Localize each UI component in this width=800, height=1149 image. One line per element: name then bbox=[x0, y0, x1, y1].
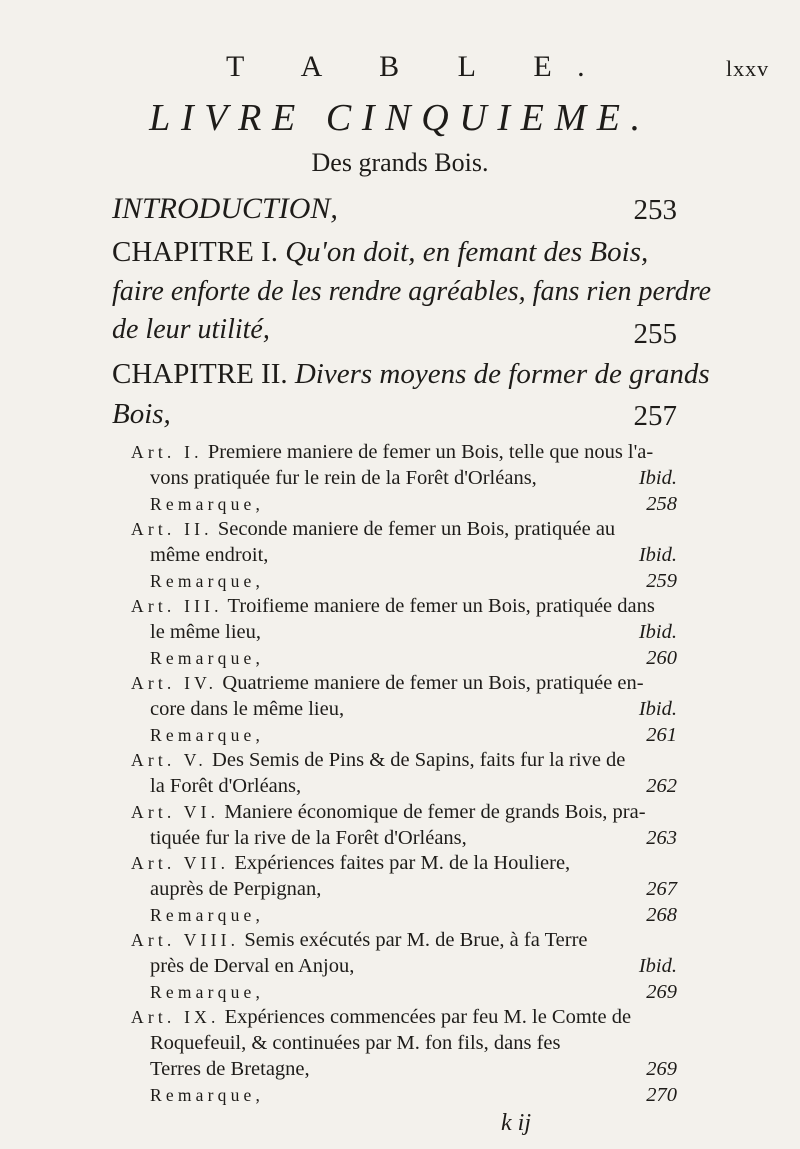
article-label: Art. V. bbox=[131, 750, 207, 770]
chapter-2-page: 257 bbox=[633, 400, 677, 432]
entry-art-3-line1 bbox=[131, 594, 655, 619]
entry-art-6-line2: tiquée fur la rive de la Forêt d'Orléans, bbox=[150, 827, 467, 849]
chapter-1-title-line3: de leur utilité, bbox=[112, 314, 270, 345]
article-label: Art. II. bbox=[131, 519, 213, 539]
introduction-title: INTRODUCTION, bbox=[112, 192, 338, 225]
entry-text: Troifieme maniere de femer un Bois, pratiquée dans bbox=[227, 595, 655, 617]
entry-text: Des Semis de Pins & de Sapins, faits fur la rive de bbox=[212, 749, 626, 771]
remarque-6: Remarque, bbox=[150, 982, 265, 1002]
entry-text: Expériences commencées par feu M. le Comte de bbox=[224, 1006, 632, 1028]
article-label: Art. VI. bbox=[131, 802, 220, 822]
chapter-1-title-line2: faire enforte de les rendre agréables, fans rien perdre bbox=[112, 276, 712, 307]
remarque-5-page: 268 bbox=[646, 904, 677, 926]
entry-art-8-line1 bbox=[131, 928, 588, 953]
entry-text: Quatrieme maniere de femer un Bois, pratiquée en- bbox=[222, 672, 644, 694]
article-label: Art. VII. bbox=[131, 853, 230, 873]
article-label: Art. III. bbox=[131, 596, 223, 616]
remarque-2-page: 259 bbox=[646, 570, 677, 592]
entry-art-4-line2: core dans le même lieu, bbox=[150, 698, 345, 720]
entry-art-8-line2: près de Derval en Anjou, bbox=[150, 955, 355, 977]
chapter-1-title-line1: Qu'on doit, en femant des Bois, bbox=[285, 236, 649, 268]
entry-art-2-page: Ibid. bbox=[638, 544, 677, 566]
remarque-3-page: 260 bbox=[646, 647, 677, 669]
entry-text: Maniere économique de femer de grands Bois, pra- bbox=[224, 801, 646, 823]
entry-art-3-line2: le même lieu, bbox=[150, 621, 261, 643]
entry-art-6-line1 bbox=[131, 800, 646, 825]
entry-art-5-line2: la Forêt d'Orléans, bbox=[150, 775, 302, 797]
entry-text: Expériences faites par M. de la Houliere, bbox=[234, 852, 571, 874]
entry-text: Semis exécutés par M. de Brue, à fa Terre bbox=[244, 929, 588, 951]
remarque-1-page: 258 bbox=[646, 493, 677, 515]
chapter-1-heading bbox=[112, 236, 648, 269]
entry-art-2-line2: même endroit, bbox=[150, 544, 269, 566]
entry-art-1-line2: vons pratiquée fur le rein de la Forêt d'Orléans, bbox=[150, 467, 537, 489]
entry-art-8-page: Ibid. bbox=[638, 955, 677, 977]
chapter-2-label: CHAPITRE II. bbox=[112, 358, 288, 390]
chapter-2-heading bbox=[112, 358, 710, 391]
entry-art-2-line1 bbox=[131, 517, 615, 542]
signature-mark: k ij bbox=[501, 1110, 531, 1136]
book-title: LIVRE CINQUIEME. bbox=[149, 97, 651, 139]
article-label: Art. VIII. bbox=[131, 930, 240, 950]
remarque-5: Remarque, bbox=[150, 905, 265, 925]
entry-text: Premiere maniere de femer un Bois, telle que nous l'a- bbox=[207, 441, 654, 463]
article-label: Art. I. bbox=[131, 442, 203, 462]
remarque-1: Remarque, bbox=[150, 494, 265, 514]
chapter-1-page: 255 bbox=[633, 318, 677, 350]
chapter-2-title-line1: Divers moyens de former de grands bbox=[294, 358, 710, 390]
entry-art-7-line1 bbox=[131, 851, 570, 876]
entry-art-5-page: 262 bbox=[646, 775, 677, 797]
entry-art-5-line1 bbox=[131, 748, 625, 773]
entry-art-4-line1 bbox=[131, 671, 644, 696]
article-label: Art. IX. bbox=[131, 1007, 220, 1027]
running-title: T A B L E. bbox=[226, 50, 611, 83]
book-subtitle: Des grands Bois. bbox=[311, 148, 489, 177]
entry-art-3-page: Ibid. bbox=[638, 621, 677, 643]
remarque-2: Remarque, bbox=[150, 571, 265, 591]
article-label: Art. IV. bbox=[131, 673, 218, 693]
remarque-7-page: 270 bbox=[646, 1084, 677, 1106]
remarque-4: Remarque, bbox=[150, 725, 265, 745]
entry-art-7-page: 267 bbox=[646, 878, 677, 900]
chapter-1-label: CHAPITRE I. bbox=[112, 236, 278, 268]
entry-art-1-line1 bbox=[131, 440, 653, 465]
running-header bbox=[0, 50, 800, 90]
chapter-2-title-line2: Bois, bbox=[112, 398, 171, 430]
entry-art-9-page: 269 bbox=[646, 1058, 677, 1080]
entry-art-7-line2: auprès de Perpignan, bbox=[150, 878, 322, 900]
entry-art-6-page: 263 bbox=[646, 827, 677, 849]
remarque-4-page: 261 bbox=[646, 724, 677, 746]
entry-art-1-page: Ibid. bbox=[638, 467, 677, 489]
entry-art-9-line2: Roquefeuil, & continuées par M. fon fils, dans fes bbox=[150, 1032, 561, 1054]
introduction-page: 253 bbox=[633, 194, 677, 226]
remarque-7: Remarque, bbox=[150, 1085, 265, 1105]
remarque-6-page: 269 bbox=[646, 981, 677, 1003]
entry-art-9-line3: Terres de Bretagne, bbox=[150, 1058, 310, 1080]
entry-text: Seconde maniere de femer un Bois, pratiquée au bbox=[217, 518, 616, 540]
page-number: lxxv bbox=[726, 56, 770, 81]
remarque-3: Remarque, bbox=[150, 648, 265, 668]
entry-art-4-page: Ibid. bbox=[638, 698, 677, 720]
entry-art-9-line1 bbox=[131, 1005, 631, 1030]
